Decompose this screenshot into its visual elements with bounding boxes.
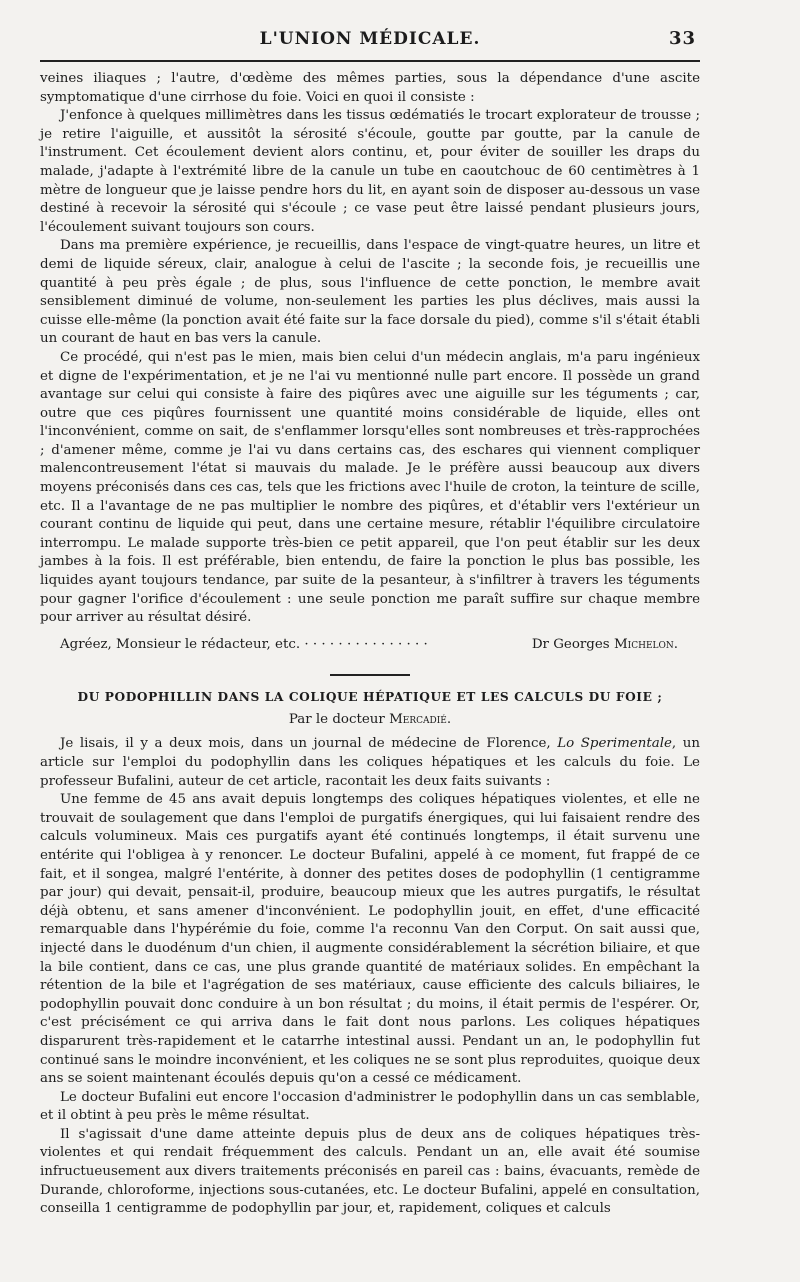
signature: Dr Georges Michelon. (531, 636, 678, 652)
paragraph: Ce procédé, qui n'est pas le mien, mais bien celui d'un médecin anglais, m'a paru ingénieux et digne de l'expérimentation, et je ne l'ai vu mentionné nulle part encore. Il possède un grand avantage sur celui qui consiste à faire des piqûres avec une aiguille sur les téguments ; car, outre que ces piqûres fournissent une quantité moins considérable de liquide, elles ont l'inconvénient, comme on sait, de s'enflammer lorsqu'elles sont nombreuses et très-rapprochées ; d'amener même, comme je l'ai vu dans certains cas, des eschares qui viennent compliquer malencontreusement l'état si mauvais du malade. Je le préfère aussi beaucoup aux divers moyens préconisés dans ces cas, tels que les frictions avec l'huile de croton, la teinture de scille, etc. Il a l'avantage de ne pas multiplier le nombre des piqûres, et d'établir vers l'extérieur un courant continu de liquide qui peut, dans une certaine mesure, rétablir l'équilibre circulatoire interrompu. Le malade supporte très-bien ce petit appareil, que l'on peut établir sur les deux jambes à la fois. Il est préférable, bien entendu, de faire la ponction le plus bas possible, les liquides ayant toujours tendance, par suite de la pesanteur, à s'infiltrer à travers les téguments pour gagner l'orifice d'écoulement : une seule ponction me paraît suffire sur chaque membre pour arriver au résultat désiré. (40, 349, 700, 626)
header-rule (40, 60, 700, 62)
paragraph: Il s'agissait d'une dame atteinte depuis plus de deux ans de coliques hépatiques très-violentes et qui rendait fréquemment des calculs. Pendant un an, elle avait été soumise infructueusement aux divers traitements préconisés en pareil cas : bains, évacuants, remède de Durande, chloroforme, injections sous-cutanées, etc. Le docteur Bufalini, appelé en consultation, conseilla 1 centigramme de podophyllin par jour, et, rapidement, coliques et calculs (40, 1126, 700, 1217)
journal-name: Lo Sperimentale (557, 736, 672, 752)
paragraph: Je lisais, il y a deux mois, dans un journal de médecine de Florence, Lo Sperimentale, un article sur l'emploi du podophyllin dans les coliques hépatiques et les calculs du foie. Le professeur Bufalini, auteur de cet article, racontait les deux faits suivants : (40, 736, 700, 789)
paragraph-continued: veines iliaques ; l'autre, d'œdème des mêmes parties, sous la dépendance d'une ascite symptomatique d'une cirrhose du foie. Voici en quoi il consiste : (40, 71, 700, 105)
article-title: DU PODOPHILLIN DANS LA COLIQUE HÉPATIQUE ET LES CALCULS DU FOIE ; (77, 690, 663, 705)
article-body (40, 735, 700, 1218)
paragraph: Une femme de 45 ans avait depuis longtemps des coliques hépatiques violentes, et elle ne trouvait de soulagement que dans l'emploi de purgatifs énergiques, qui lui faisaient rendre des calculs volumineux. Mais ces purgatifs ayant été continués longtemps, il était survenu une entérite qui l'obligea à y renoncer. Le docteur Bufalini, appelé à ce moment, fut frappé de ce fait, et il songea, malgré l'entérite, à donner des petites doses de podophyllin (1 centigramme par jour) qui devait, pensait-il, produire, beaucoup mieux que les autres purgatifs, le résultat déjà obtenu, et sans amener d'inconvénient. Le podophyllin jouit, en effet, d'une efficacité remarquable dans l'hypérémie du foie, comme l'a reconnu Van den Corput. On sait aussi que, injecté dans le duodénum d'un chien, il augmente considérablement la sécrétion biliaire, et que la bile contient, dans ce cas, une plus grande quantité de matériaux solides. En empêchant la rétention de la bile et l'agrégation de ses matériaux, cause efficiente des calculs biliaires, le podophyllin pouvait donc conduire à un bon résultat ; du moins, il était permis de l'espérer. Or, c'est précisément ce qui arriva dans le fait dont nous parlons. Les coliques hépatiques disparurent très-rapidement et le catarrhe intestinal aussi. Pendant un an, le podophyllin fut continué sans le moindre inconvénient, et les coliques ne se sont plus reproduites, quoique deux ans se soient maintenant écoulés depuis qu'on a cessé ce médicament. (40, 792, 700, 1087)
paragraph: Le docteur Bufalini eut encore l'occasion d'administrer le podophyllin dans un cas semblable, et il obtint à peu près le même résultat. (40, 1089, 700, 1124)
running-head (40, 22, 700, 56)
running-title: L'UNION MÉDICALE. (259, 29, 481, 49)
section-divider (330, 674, 410, 676)
journal-page (40, 22, 700, 1262)
paragraph: J'enfonce à quelques millimètres dans les tissus œdématiés le trocart explorateur de trousse ; je retire l'aiguille, et aussitôt la sérosité s'écoule, goutte par goutte, par la canule de l'instrument. Cet écoulement devient alors continu, et, pour éviter de souiller les draps du malade, j'adapte à l'extrémité libre de la canule un tube en caoutchouc de 60 centimètres à 1 mètre de longueur que je laisse pendre hors du lit, en ayant soin de disposer au-dessous un vase destiné à recevoir la sérosité qui s'écoule ; ce vase peut être laissé pendant plusieurs jours, l'écoulement suivant toujours son cours. (40, 108, 700, 235)
letter-signoff (40, 636, 700, 655)
closing-formula: Agréez, Monsieur le rédacteur, etc. · · · · · · · · · · · · · · · (60, 636, 428, 652)
page-number: 33 (668, 28, 696, 49)
paragraph: Dans ma première expérience, je recueillis, dans l'espace de vingt-quatre heures, un litre et demi de liquide séreux, clair, analogue à celui de l'ascite ; la seconde fois, je recueillis une quantité à peu près égale ; de plus, sous l'influence de cette ponction, le membre avait sensiblement diminué de volume, non-seulement les parties les plus déclives, mais aussi la cuisse elle-même (la ponction avait été faite sur la face dorsale du pied), comme s'il s'était établi un courant de haut en bas vers la canule. (40, 238, 700, 347)
letter-body (40, 70, 700, 628)
article-byline: Par le docteur Mercadié. (288, 712, 452, 728)
